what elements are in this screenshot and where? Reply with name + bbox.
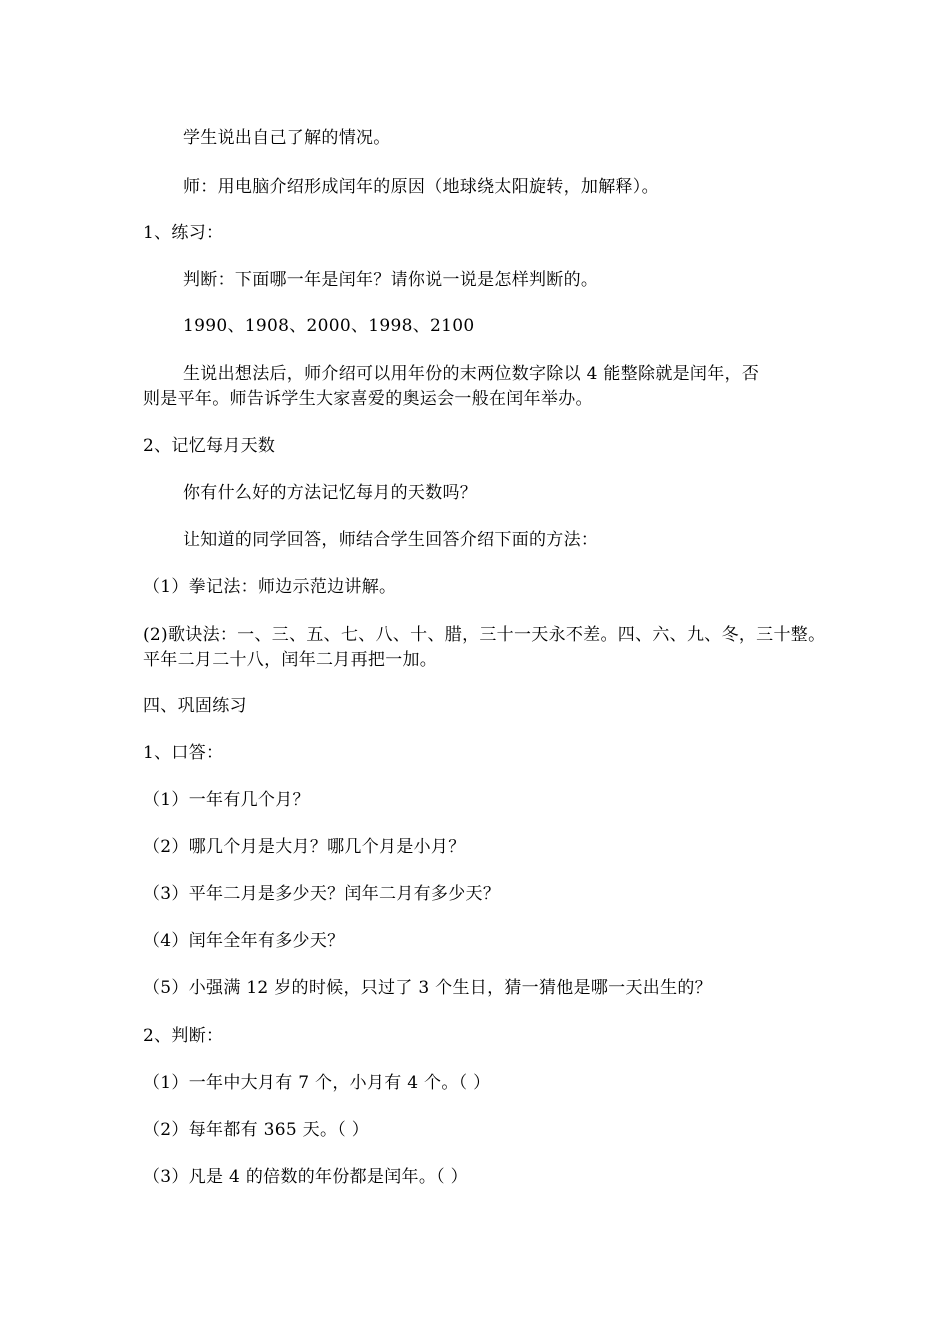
paragraph-judge-question: 判断：下面哪一年是闰年？请你说一说是怎样判断的。 — [183, 270, 599, 290]
list-item-rhyme-method: (2)歌诀法：一、三、五、七、八、十、腊，三十一天永不差。四、六、九、冬，三十整。 — [143, 625, 826, 645]
judge-item-2: （2）每年都有 365 天。（ ） — [143, 1120, 370, 1140]
paragraph-method-intro: 让知道的同学回答，师结合学生回答介绍下面的方法： — [183, 530, 599, 550]
paragraph-leap-rule: 生说出想法后，师介绍可以用年份的末两位数字除以 4 能整除就是闰年，否 — [183, 364, 760, 384]
judge-item-3: （3）凡是 4 的倍数的年份都是闰年。（ ） — [143, 1167, 468, 1187]
heading-practice: 1、练习： — [143, 223, 224, 243]
question-item-5: （5）小强满 12 岁的时候，只过了 3 个生日，猜一猜他是哪一天出生的？ — [143, 978, 712, 998]
question-item-4: （4）闰年全年有多少天？ — [143, 931, 345, 951]
heading-true-false: 2、判断： — [143, 1026, 224, 1046]
list-item-rhyme-method-cont: 平年二月二十八，闰年二月再把一加。 — [143, 650, 438, 670]
question-item-3: （3）平年二月是多少天？闰年二月有多少天？ — [143, 884, 501, 904]
question-item-2: （2）哪几个月是大月？哪几个月是小月？ — [143, 837, 466, 857]
heading-oral-answer: 1、口答： — [143, 743, 224, 763]
heading-memorize-days: 2、记忆每月天数 — [143, 436, 276, 456]
paragraph-teacher-explain: 师：用电脑介绍形成闰年的原因（地球绕太阳旋转，加解释）。 — [183, 177, 659, 197]
paragraph-student-share: 学生说出自己了解的情况。 — [183, 128, 391, 148]
paragraph-method-question: 你有什么好的方法记忆每月的天数吗？ — [183, 483, 478, 503]
paragraph-leap-rule-cont: 则是平年。师告诉学生大家喜爱的奥运会一般在闰年举办。 — [143, 389, 593, 409]
heading-consolidation: 四、巩固练习 — [143, 696, 247, 716]
judge-item-1: （1）一年中大月有 7 个，小月有 4 个。（ ） — [143, 1073, 491, 1093]
question-item-1: （1）一年有几个月？ — [143, 790, 310, 810]
list-item-fist-method: （1）拳记法：师边示范边讲解。 — [143, 577, 397, 597]
paragraph-year-list: 1990、1908、2000、1998、2100 — [183, 316, 475, 336]
